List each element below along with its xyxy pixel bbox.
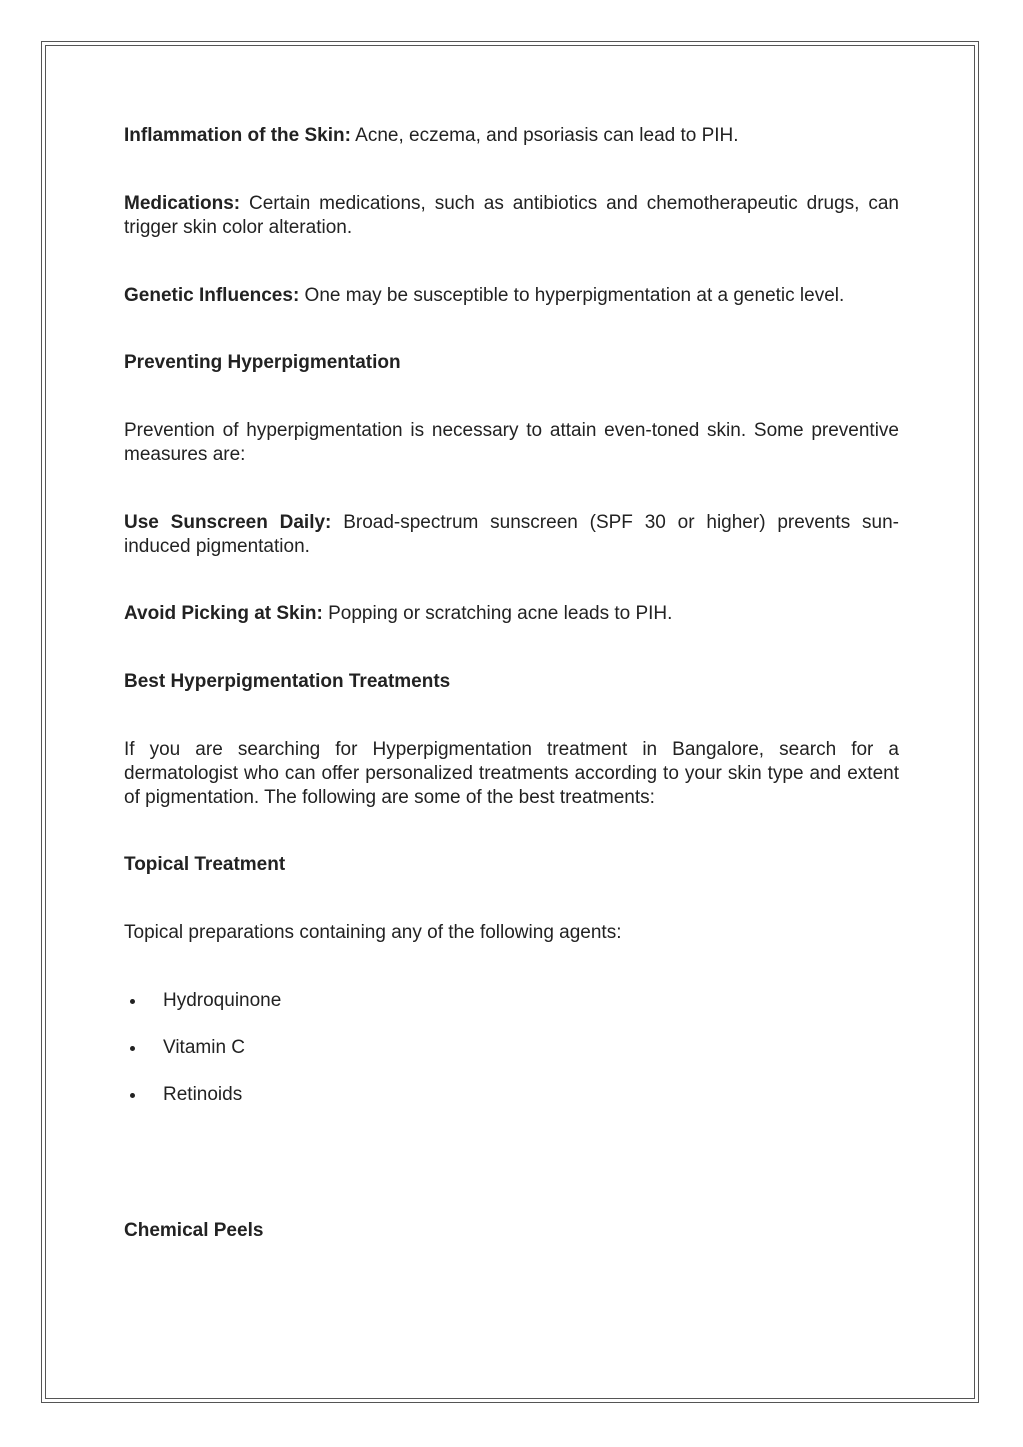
bullet-icon xyxy=(130,999,135,1004)
preventing-heading: Preventing Hyperpigmentation xyxy=(124,352,401,373)
sunscreen-text: Broad-spectrum sunscreen (SPF 30 or higher) prevents sun-induced pigmentation. xyxy=(124,512,899,557)
inflammation-text: Acne, eczema, and psoriasis can lead to PIH. xyxy=(350,125,739,146)
medications-text: Certain medications, such as antibiotics and chemotherapeutic drugs, can trigger skin color alteration. xyxy=(124,193,899,238)
treatments-heading: Best Hyperpigmentation Treatments xyxy=(124,671,451,692)
bullet-icon xyxy=(130,1046,135,1051)
sunscreen-label: Use Sunscreen Daily: xyxy=(124,512,332,533)
genetic-label: Genetic Influences: xyxy=(124,285,300,306)
chemical-peels-heading: Chemical Peels xyxy=(124,1220,264,1241)
topical-heading: Topical Treatment xyxy=(124,854,286,875)
treatments-intro: If you are searching for Hyperpigmentation treatment in Bangalore, search for a dermatologist who can offer personalized treatments according to your skin type and extent of pigmentation. The following are some of the best treatments: xyxy=(124,739,899,808)
medications-label: Medications: xyxy=(124,193,241,214)
medications-paragraph xyxy=(124,192,899,240)
bullet-icon xyxy=(130,1093,135,1098)
picking-paragraph xyxy=(124,602,899,626)
picking-text: Popping or scratching acne leads to PIH. xyxy=(322,603,673,624)
genetic-paragraph xyxy=(124,284,899,308)
agent-hydroquinone: Hydroquinone xyxy=(163,990,282,1011)
page-border-inner xyxy=(45,45,975,1399)
inflammation-label: Inflammation of the Skin: xyxy=(124,125,351,146)
picking-label: Avoid Picking at Skin: xyxy=(124,603,323,624)
agent-vitamin-c: Vitamin C xyxy=(163,1037,246,1058)
preventing-intro: Prevention of hyperpigmentation is necessary to attain even-toned skin. Some preventive measures are: xyxy=(124,420,899,465)
inflammation-paragraph xyxy=(124,124,899,148)
genetic-text: One may be susceptible to hyperpigmentation at a genetic level. xyxy=(299,285,845,306)
sunscreen-paragraph xyxy=(124,511,899,559)
agent-retinoids: Retinoids xyxy=(163,1084,243,1105)
topical-intro: Topical preparations containing any of the following agents: xyxy=(124,922,622,943)
